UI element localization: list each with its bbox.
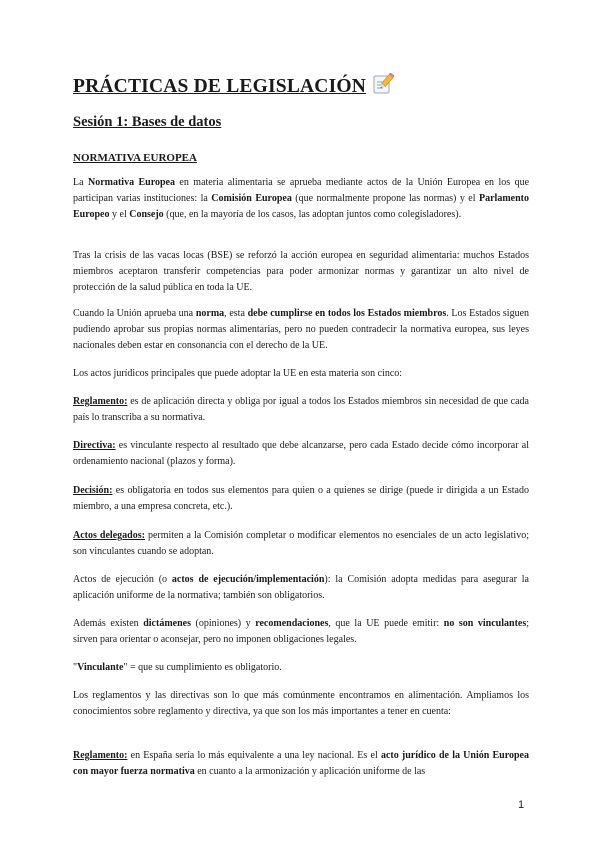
paragraph-dictamenes: Además existen dictámenes (opiniones) y recomendaciones, que la UE puede emitir: no son vinculantes; sirven para orientar o aconsejar, pero no imponen obligaciones legales.: [73, 618, 530, 645]
paragraph-reglamentos-directivas: Los reglamentos y las directivas son lo que más comúnmente encontramos en alimentación. Ampliamos los conocimientos sobre reglamento y directiva, ya que son los más importantes a tener en cuenta:: [73, 690, 529, 717]
paragraph-cumplimiento: Cuando la Unión aprueba una norma, esta debe cumplirse en todos los Estados miembros. Los Estados siguen pudiendo aprobar sus propias normas alimentarias, pero no pueden contradecir la normativa europea, sus leyes nacionales deben estar en consonancia con el derecho de la UE.: [73, 308, 530, 351]
document-title: PRÁCTICAS DE LEGISLACIÓN: [73, 73, 394, 102]
pencil-memo-icon: [372, 73, 394, 102]
item-actos-ejecucion: Actos de ejecución (o actos de ejecución/implementación): la Comisión adopta medidas para asegurar la aplicación uniforme de la normativa; también son obligatorios.: [73, 574, 529, 601]
paragraph-actos-intro: Los actos jurídicos principales que puede adoptar la UE en esta materia son cinco:: [73, 368, 403, 379]
item-decision: Decisión: es obligatoria en todos sus elementos para quien o a quienes se dirige (puede ir dirigida a un Estado miembro, a una empresa concreta, etc.).: [73, 485, 529, 512]
item-directiva: Directiva: es vinculante respecto al resultado que debe alcanzarse, pero cada Estado decide cómo incorporar al ordenamiento nacional (plazos y forma).: [73, 440, 529, 467]
paragraph-normativa: La Normativa Europea en materia alimentaria se aprueba mediante actos de la Unión Europea en los que participan varias instituciones: la Comisión Europea (que normalmente propone las normas) y el Parlamento Europeo y el Consejo (que, en la mayoría de los casos, las adoptan juntos como colegisladores).: [73, 177, 530, 220]
session-heading: Sesión 1: Bases de datos: [73, 114, 222, 130]
definition-vinculante: "Vinculante" = que su cumplimiento es obligatorio.: [73, 662, 282, 673]
paragraph-crisis: Tras la crisis de las vacas locas (BSE) se reforzó la acción europea en seguridad alimentaria: muchos Estados miembros aceptaron transferir competencias para poder armonizar normas y garantizar un alto nivel de protección de la salud pública en toda la UE.: [73, 250, 529, 293]
item-reglamento: Reglamento: es de aplicación directa y obliga por igual a todos los Estados miembros sin necesidad de que cada país lo transcriba a su normativa.: [73, 396, 529, 423]
item-actos-delegados: Actos delegados: permiten a la Comisión completar o modificar elementos no esenciales de un acto legislativo; son vinculantes cuando se adoptan.: [73, 530, 529, 557]
page-number: 1: [518, 799, 525, 811]
item-reglamento-detalle: Reglamento: en España sería lo más equivalente a una ley nacional. Es el acto jurídico de la Unión Europea con mayor fuerza normativa en cuanto a la armonización y aplicación uniforme de las: [73, 750, 529, 777]
section-heading: NORMATIVA EUROPEA: [73, 152, 197, 164]
